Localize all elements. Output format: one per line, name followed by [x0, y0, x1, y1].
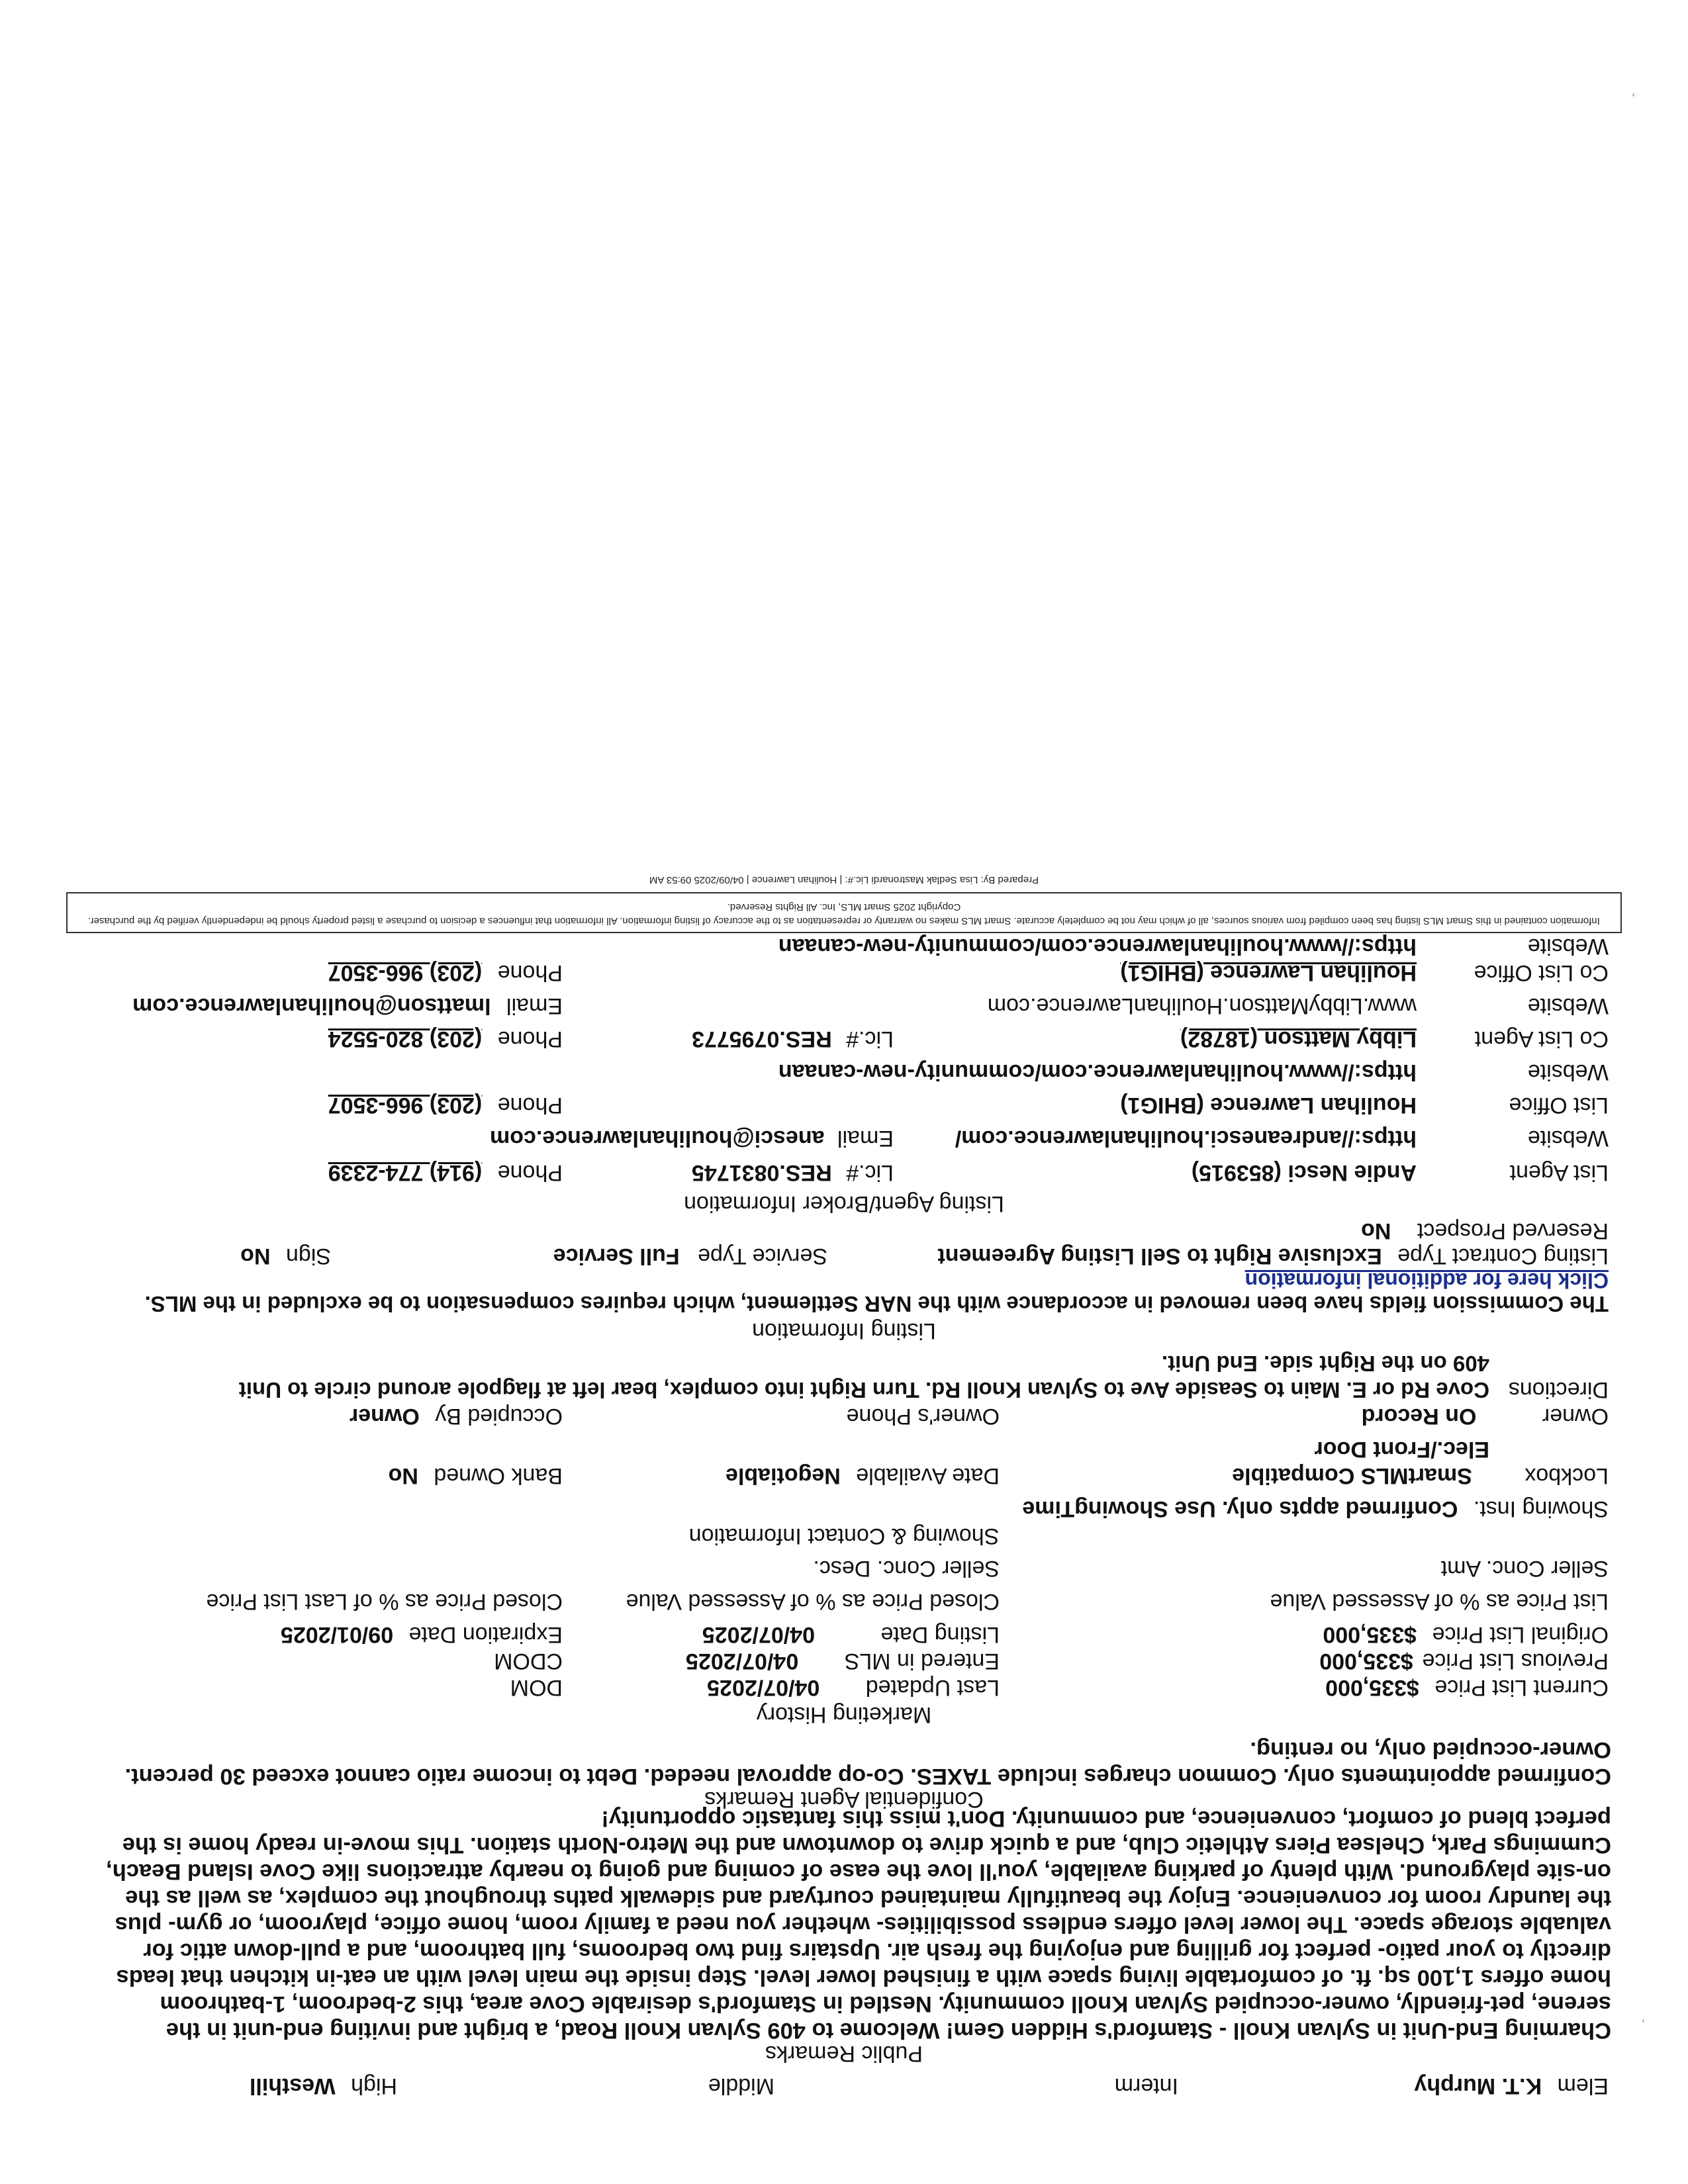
co-office-phone-value[interactable]: (203) 966-3507: [328, 960, 483, 985]
middle-label: Middle: [708, 2073, 774, 2099]
co-office-value: Houlihan Lawrence (BHIG1): [1120, 960, 1417, 985]
service-type-row: [553, 1243, 827, 1269]
list-agent-phone-row: [328, 1160, 563, 1186]
original-list-price-row: [1323, 1621, 1609, 1648]
reserved-prospect-value: No: [1361, 1218, 1391, 1244]
listing-info-header: Listing Information: [752, 1318, 936, 1343]
showing-inst-value: Confirmed appts only. Use ShowingTime: [1022, 1496, 1458, 1522]
seller-conc-desc-label: Seller Conc. Desc.: [813, 1556, 1000, 1581]
commission-note: The Commission fields have been removed in accordance with the NAR Settlement, which requires compensation to be excluded in the MLS.: [144, 1292, 1609, 1316]
public-remarks-header: Public Remarks: [765, 2041, 923, 2066]
list-agent-website-value[interactable]: https://andreanesci.houlihanlawrence.com/: [955, 1126, 1417, 1151]
seller-conc-amt-label: Seller Conc. Amt: [1440, 1556, 1609, 1581]
high-row: [250, 2073, 397, 2099]
co-agent-lic-row: [692, 1026, 894, 1052]
owner-value: On Record: [1361, 1404, 1477, 1429]
prepared-by: Prepared By: Lisa Sedlak Mastronardi Lic.#: | Houlihan Lawrence | 04/09/2025 09:53 AM: [649, 874, 1039, 886]
service-type-value: Full Service: [553, 1244, 680, 1269]
agent-remarks-text: Confirmed appointments only. Common charges include TAXES. Co-op approval needed. Debt to income ratio cannot exceed 30 percent. Owner-occupied only, no renting.: [124, 1737, 1611, 1789]
sign-value: No: [240, 1244, 271, 1269]
dom-label: DOM: [510, 1675, 563, 1700]
list-office-label: List Office: [1509, 1093, 1609, 1118]
listing-date-row: [702, 1621, 1000, 1648]
reserved-prospect-row: [1361, 1218, 1609, 1244]
contract-type-row: [937, 1243, 1609, 1269]
list-price-pct-assessed-label: List Price as % of Assessed Value: [1270, 1589, 1609, 1614]
list-office-phone-row: [328, 1092, 563, 1118]
public-remarks-text: Charming End-Unit in Sylvan Knoll - Stamford's Hidden Gem! Welcome to 409 Sylvan Knoll Road, a bright and inviting end-unit in the serene, pet-friendly, owner-occupied Sylvan Knoll community. Nestled in Stamford's desirable Cove area, this 2-bedroom, 1-bathroom home offers 1,100 sq. ft. of comfortable living space with a finished lower level. Step inside the main level with an eat-in kitchen that leads directly to your patio- perfect for grilling and enjoying the fresh air. Upstairs find two bedrooms, full bathroom, and a pull-down attic for valuable storage space. The lower level offers endless possibilities- whether you need a family room, home office, playroom, or gym- plus the laundry room for convenience. Enjoy the beautifully maintained courtyard and sidewalk paths throughout the complex, as well as the on-site playground. With plenty of parking available, you'll love the ease of coming and going to nearby attractions like Cove Island Beach, Cummings Park, Chelsea Piers Athletic Club, and a quick drive to downtown and the Metro-North station. This move-in ready home is the perfect blend of comfort, convenience, and community. Don't miss this fantastic opportunity!: [106, 1806, 1611, 2043]
broker-header: Listing Agent/Broker Information: [684, 1191, 1004, 1216]
expiration-date-row: [281, 1621, 563, 1648]
list-agent-label: List Agent: [1509, 1160, 1609, 1185]
co-agent-website-value[interactable]: www.LibbyMattson.HoulihanLawrence.com: [987, 993, 1417, 1019]
list-office-website-label: Website: [1527, 1060, 1609, 1085]
lockbox-row: [1232, 1463, 1609, 1489]
owner-label: Owner: [1542, 1404, 1609, 1429]
list-agent-lic-value: RES.0831745: [691, 1160, 832, 1185]
entered-in-mls-row: [686, 1648, 1000, 1674]
occupied-by-label: Occupied By: [435, 1404, 563, 1429]
directions-line1: Cove Rd or E. Main to Seaside Ave to Sylvan Knoll Rd. Turn Right into complex, bear left at flagpole around circle to Unit: [238, 1378, 1489, 1402]
click-here-link[interactable]: Click here for additional information: [1244, 1269, 1609, 1293]
co-agent-lic-label: Lic.#: [846, 1026, 894, 1052]
list-agent-value: Andie Nesci (853915): [1191, 1160, 1417, 1185]
list-agent-phone-label: Phone: [497, 1160, 563, 1185]
list-agent-lic-row: [692, 1160, 894, 1186]
expiration-date-value: 09/01/2025: [280, 1622, 394, 1647]
high-label: High: [351, 2073, 397, 2099]
disclaimer-box: [66, 892, 1622, 933]
pen-mark: ’: [1642, 2009, 1645, 2025]
current-list-price-row: [1325, 1674, 1609, 1701]
directions-label: Directions: [1508, 1377, 1609, 1402]
agent-remarks-header: Confidential Agent Remarks: [704, 1787, 984, 1812]
co-office-website-value[interactable]: https://www.houlihanlawrence.com/community-new-canaan: [778, 934, 1417, 959]
previous-list-price-value: $335,000: [1319, 1649, 1413, 1674]
current-list-price-value: $335,000: [1325, 1675, 1419, 1700]
lockbox-label: Lockbox: [1524, 1463, 1609, 1488]
list-office-value: Houlihan Lawrence (BHIG1): [1120, 1093, 1417, 1118]
original-list-price-value: $335,000: [1323, 1622, 1417, 1647]
owners-phone-label: Owner's Phone: [846, 1404, 1000, 1429]
list-office-website-value[interactable]: https://www.houlihanlawrence.com/community-new-canaan: [778, 1060, 1417, 1085]
high-value: Westhill: [249, 2073, 336, 2099]
previous-list-price-label: Previous List Price: [1422, 1649, 1609, 1674]
list-agent-website-label: Website: [1527, 1126, 1609, 1151]
co-agent-email-row: [132, 993, 563, 1019]
co-office-phone-label: Phone: [497, 960, 563, 985]
directions-line2: 409 on the Right side. End Unit.: [1161, 1351, 1489, 1376]
interm-label: Interm: [1114, 2073, 1178, 2099]
listing-date-label: Listing Date: [880, 1622, 1000, 1647]
list-agent-lic-label: Lic.#: [846, 1160, 894, 1185]
list-agent-email-label: Email: [837, 1126, 894, 1151]
co-agent-lic-value: RES.0795773: [691, 1026, 832, 1052]
lockbox-location: Elec./Front Door: [1314, 1437, 1489, 1462]
sign-label: Sign: [285, 1244, 331, 1269]
owner-row: [1362, 1403, 1609, 1430]
bank-owned-row: [389, 1463, 563, 1489]
showing-inst-row: [1022, 1496, 1609, 1522]
reserved-prospect-label: Reserved Prospect: [1417, 1218, 1609, 1244]
contract-type-label: Listing Contract Type: [1397, 1244, 1609, 1269]
closed-price-pct-assessed-label: Closed Price as % of Assessed Value: [626, 1589, 1000, 1614]
co-agent-phone-row: [328, 1026, 563, 1052]
list-agent-email-value[interactable]: anesci@houlihanlawrence.com: [489, 1126, 825, 1151]
elem-label: Elem: [1557, 2073, 1609, 2099]
last-updated-row: [707, 1674, 1000, 1701]
elem-value: K.T. Murphy: [1414, 2073, 1542, 2099]
date-available-label: Date Available: [856, 1463, 1000, 1488]
cdom-label: CDOM: [494, 1649, 563, 1674]
previous-list-price-row: [1319, 1648, 1609, 1674]
co-agent-phone-value[interactable]: (203) 820-5524: [328, 1026, 483, 1052]
co-agent-email-label: Email: [506, 993, 563, 1019]
marketing-history-header: Marketing History: [756, 1702, 932, 1727]
co-agent-value: Libby Mattson (18782): [1180, 1026, 1417, 1052]
showing-inst-label: Showing Inst.: [1473, 1496, 1609, 1522]
co-agent-phone-label: Phone: [497, 1026, 563, 1052]
original-list-price-label: Original List Price: [1432, 1622, 1609, 1647]
bank-owned-label: Bank Owned: [434, 1463, 563, 1488]
showing-header: Showing & Contact Information: [688, 1524, 1000, 1549]
closed-price-pct-last-list-label: Closed Price as % of Last List Price: [206, 1589, 563, 1614]
list-office-phone-label: Phone: [497, 1093, 563, 1118]
list-agent-email-row: [490, 1125, 894, 1152]
disclaimer-text: Information contained in this Smart MLS listing has been compiled from various sources, all of which may not be completely accurate. Smart MLS makes no warranty or representation as to the accuracy of listing information. All information that influences a decision to purchase a listed property should be independently verified by the purchaser. Copyright 2025 Smart MLS, Inc. All Rights Reserved.: [88, 901, 1600, 927]
contract-type-value: Exclusive Right to Sell Listing Agreement: [937, 1244, 1382, 1269]
bank-owned-value: No: [388, 1463, 418, 1488]
co-agent-email-value[interactable]: lmattson@houlihanlawrence.com: [132, 993, 491, 1019]
co-office-label: Co List Office: [1474, 960, 1609, 985]
date-available-row: [726, 1463, 1000, 1489]
expiration-date-label: Expiration Date: [408, 1622, 563, 1647]
current-list-price-label: Current List Price: [1434, 1675, 1609, 1700]
last-updated-value: 04/07/2025: [707, 1675, 820, 1700]
listing-date-value: 04/07/2025: [702, 1622, 815, 1647]
last-updated-label: Last Updated: [865, 1675, 1000, 1700]
entered-in-mls-value: 04/07/2025: [686, 1649, 799, 1674]
occupied-by-value: Owner: [349, 1404, 420, 1429]
co-agent-website-label: Website: [1527, 993, 1609, 1019]
lockbox-value: SmartMLS Compatible: [1232, 1463, 1472, 1488]
entered-in-mls-label: Entered in MLS: [844, 1649, 1000, 1674]
pen-mark: ’: [1632, 83, 1635, 99]
occupied-by-row: [350, 1403, 563, 1430]
list-office-phone-value[interactable]: (203) 966-3507: [328, 1093, 483, 1118]
service-type-label: Service Type: [698, 1244, 827, 1269]
date-available-value: Negotiable: [725, 1463, 841, 1488]
co-agent-label: Co List Agent: [1474, 1026, 1609, 1052]
co-office-phone-row: [328, 960, 563, 986]
sign-row: [240, 1243, 331, 1269]
co-office-website-label: Website: [1527, 934, 1609, 959]
schools-row: [1414, 2073, 1609, 2099]
list-agent-phone-value[interactable]: (914) 774-2339: [328, 1160, 483, 1185]
